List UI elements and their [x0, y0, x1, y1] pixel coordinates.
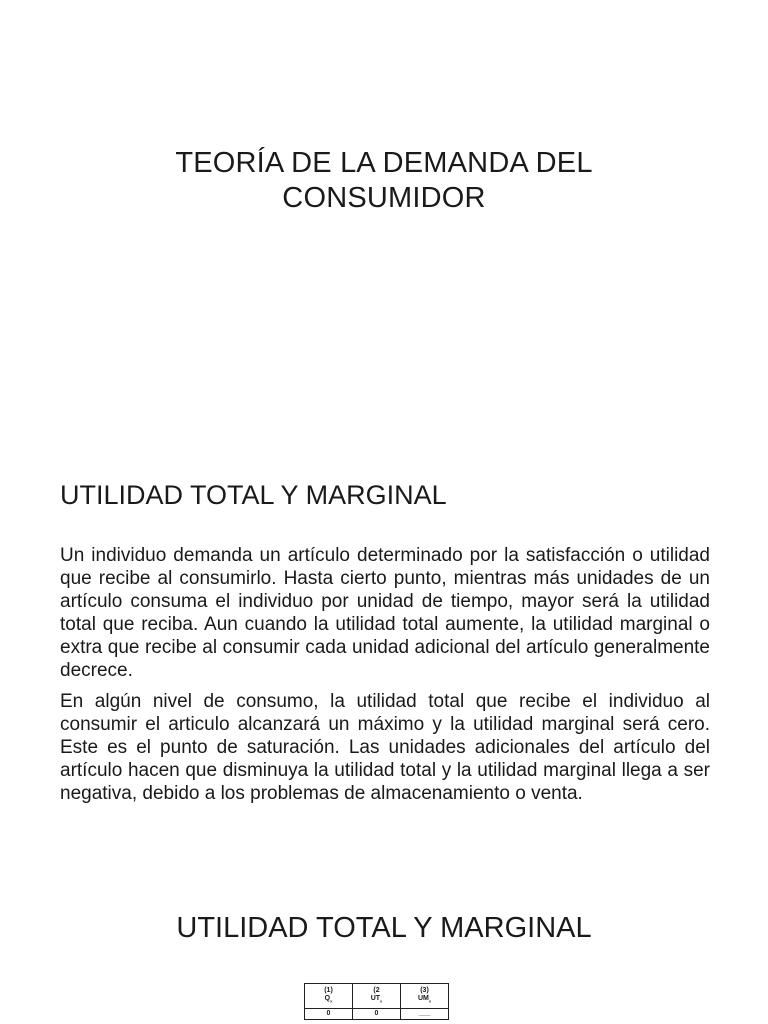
column-header-marginal-utility	[401, 984, 449, 1009]
column-header-total-utility	[353, 984, 401, 1009]
paragraph-1: Un individuo demanda un artículo determinado por la satisfacción o utilidad que recibe al consumirlo. Hasta cierto punto, mientras más unidades de un artículo consuma el individuo por unidad de tiempo, mayor será la utilidad total que reciba. Aun cuando la utilidad total aumente, la utilidad marginal o extra que recibe al consumir cada unidad adicional del artículo generalmente decrece.	[60, 545, 710, 681]
slide-title	[0, 146, 768, 216]
body-text	[60, 544, 710, 813]
column-label: Q	[324, 994, 331, 1002]
table-slide-heading: UTILIDAD TOTAL Y MARGINAL	[176, 912, 592, 944]
table-cell: 0	[305, 1009, 353, 1020]
table-row	[305, 1009, 449, 1020]
utility-table	[304, 983, 449, 1020]
column-subscript: x	[380, 998, 383, 1004]
title-slide	[0, 0, 768, 440]
column-subscript: x	[428, 998, 432, 1004]
table-cell: 0	[353, 1009, 401, 1020]
column-header-quantity	[305, 984, 353, 1009]
title-line-2: CONSUMIDOR	[282, 182, 486, 214]
column-number: (2	[373, 986, 380, 994]
table-slide	[0, 880, 768, 1024]
content-slide	[0, 440, 768, 880]
table-header-row	[305, 984, 449, 1009]
title-line-1: TEORÍA DE LA DEMANDA DEL	[175, 147, 593, 179]
paragraph-2: En algún nivel de consumo, la utilidad total que recibe el individuo al consumir el articulo alcanzará un máximo y la utilidad marginal será cero. Este es el punto de saturación. Las unidades adicionales del artículo del artículo hacen que disminuya la utilidad total y la utilidad marginal llega a ser negativa, debido a los problemas de almacenamiento o venta.	[60, 691, 710, 804]
column-label: UT	[370, 994, 381, 1002]
table-cell: ___	[401, 1009, 449, 1020]
column-number: (1)	[324, 986, 333, 994]
column-label: UM	[417, 994, 429, 1002]
column-number: (3)	[420, 986, 429, 994]
column-subscript: x	[330, 998, 333, 1004]
section-heading: UTILIDAD TOTAL Y MARGINAL	[60, 480, 447, 510]
